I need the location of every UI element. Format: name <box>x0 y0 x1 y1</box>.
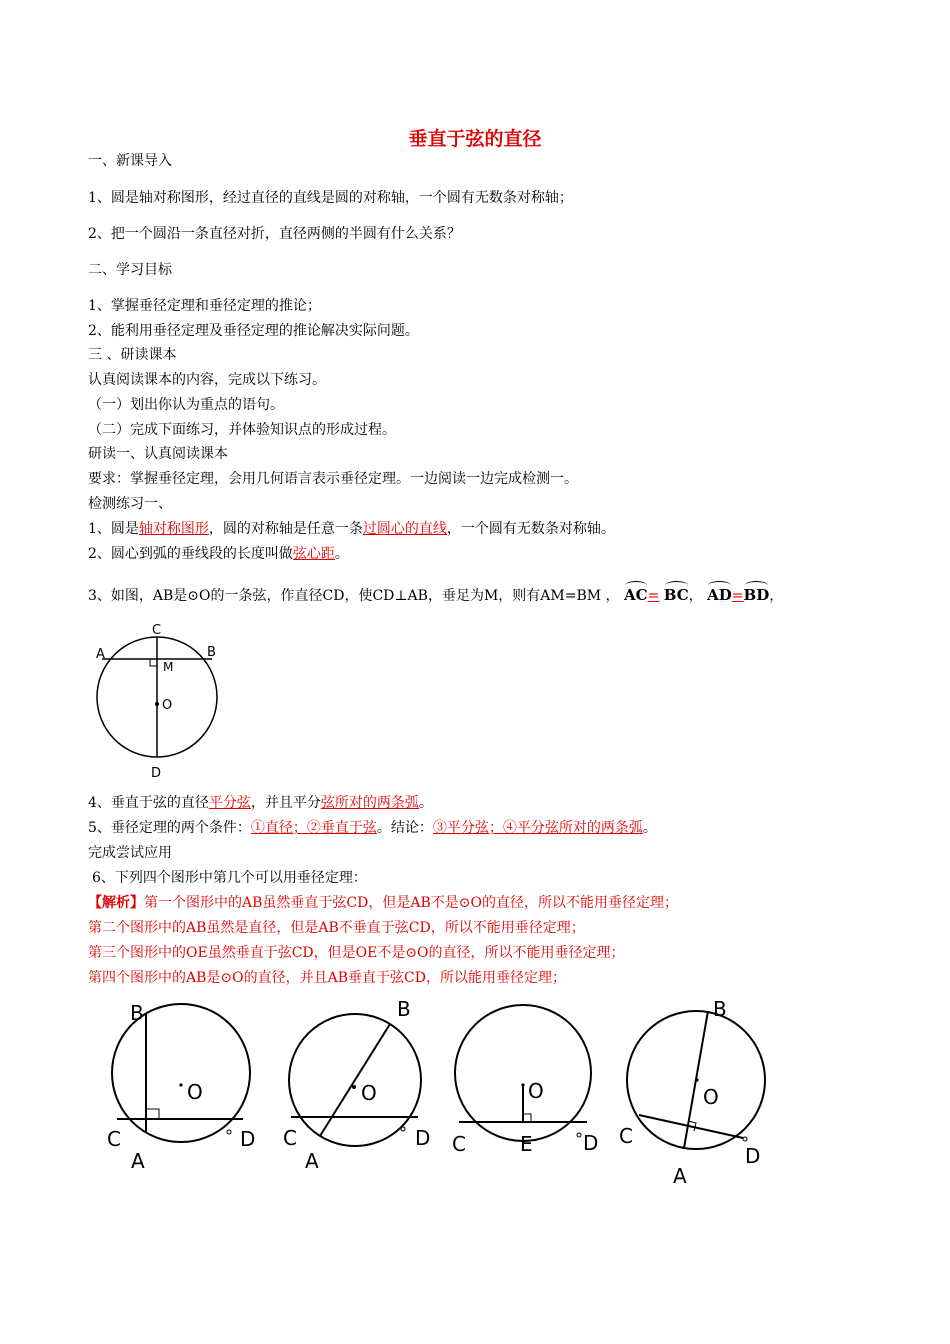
analysis-line-4: 第四个图形中的AB是⊙O的直径，并且AB垂直于弦CD，所以能用垂径定理； <box>88 970 566 986</box>
try-application-heading: 完成尝试应用 <box>88 845 172 861</box>
answer-blank: = <box>731 588 744 604</box>
label-o: O <box>528 1079 544 1103</box>
label-a: A <box>673 1164 687 1188</box>
analysis-line-2: 第二个图形中的AB虽然是直径，但是AB不垂直于弦CD，所以不能用垂径定理； <box>88 920 585 936</box>
arc-ac-label: AC <box>624 582 648 604</box>
reading-line-2: （一）划出你认为重点的语句。 <box>88 397 284 413</box>
text: 。结论： <box>376 820 433 836</box>
label-a: A <box>305 1149 319 1173</box>
text: 1、圆是 <box>88 521 139 537</box>
label-m: M <box>163 660 174 674</box>
arc-ad-label: AD <box>707 582 732 604</box>
answer-blank: 轴对称图形 <box>138 521 209 537</box>
text: ，并且平分 <box>250 795 321 811</box>
answer-blank: 弦所对的两条弧 <box>320 795 419 811</box>
reading-line-3: （二）完成下面练习，并体验知识点的形成过程。 <box>88 422 396 438</box>
label-o: O <box>703 1085 719 1109</box>
text: 5、垂径定理的两个条件： <box>88 820 251 836</box>
text: 。 <box>334 546 349 562</box>
figure-2 <box>283 997 430 1173</box>
text: 2、圆心到弧的垂线段的长度叫做 <box>88 546 293 562</box>
label-a: A <box>131 1149 145 1173</box>
arc-bd-label: BD <box>744 582 770 604</box>
figure-1 <box>107 1001 255 1173</box>
figure-4 <box>619 997 765 1188</box>
intro-item-1: 1、圆是轴对称图形，经过直径的直线是圆的对称轴，一个圆有无数条对称轴； <box>88 190 573 206</box>
label-b: B <box>207 645 216 660</box>
label-d: D <box>151 766 162 781</box>
label-d: D <box>415 1126 431 1150</box>
label-o: O <box>361 1081 377 1105</box>
reading-line-1: 认真阅读课本的内容，完成以下练习。 <box>88 372 326 388</box>
text: 。 <box>418 795 433 811</box>
label-b: B <box>713 997 727 1021</box>
label-c: C <box>152 623 162 638</box>
answer-blank: 过圆心的直线 <box>362 521 447 537</box>
arc-bc-label: BC <box>664 582 689 604</box>
exercise-4 <box>88 794 433 812</box>
section-heading-reading: 三 、研读课本 <box>88 347 177 363</box>
goal-item-1: 1、掌握垂径定理和垂径定理的推论； <box>88 298 321 314</box>
text: ， <box>769 588 784 604</box>
exercise-3 <box>88 582 783 605</box>
answer-blank: 弦心距 <box>292 546 335 562</box>
goal-item-2: 2、能利用垂径定理及垂径定理的推论解决实际问题。 <box>88 323 419 339</box>
figure-3 <box>452 1005 598 1156</box>
label-o: O <box>187 1080 203 1104</box>
text: 3、如图，AB是⊙O的一条弦，作直径CD，使CD⊥AB，垂足为M，则有AM=BM ， <box>88 588 620 604</box>
analysis-tag: 【解析】 <box>88 895 144 911</box>
text: ， <box>688 588 703 604</box>
label-c: C <box>452 1132 466 1156</box>
label-c: C <box>107 1127 121 1151</box>
analysis-line-1 <box>88 894 678 912</box>
text: 。 <box>642 820 657 836</box>
page-title: 垂直于弦的直径 <box>408 128 542 150</box>
exercise-1 <box>88 520 615 538</box>
exercise-2 <box>88 545 349 563</box>
answer-blank: 平分弦 <box>208 795 251 811</box>
label-d: D <box>745 1144 761 1168</box>
text: 4、垂直于弦的直径 <box>88 795 209 811</box>
label-b: B <box>397 997 411 1021</box>
text: ，圆的对称轴是任意一条 <box>208 521 363 537</box>
label-d: D <box>240 1127 256 1151</box>
four-figures-diagram <box>95 990 795 1190</box>
label-a: A <box>96 647 105 662</box>
reading-requirement: 要求：掌握垂径定理，会用几何语言表示垂径定理。一边阅读一边完成检测一。 <box>88 471 578 487</box>
label-b: B <box>130 1001 144 1025</box>
section-heading-goals: 二、学习目标 <box>88 262 172 278</box>
exercise-6: 6、下列四个图形中第几个可以用垂径定理： <box>92 870 367 886</box>
label-o: O <box>162 698 173 713</box>
figure-circle-diagram <box>88 615 228 785</box>
label-c: C <box>283 1126 297 1150</box>
intro-item-2: 2、把一个圆沿一条直径对折，直径两侧的半圆有什么关系？ <box>88 226 461 242</box>
answer-blank: ①直径；②垂直于弦 <box>250 820 377 836</box>
text: ，一个圆有无数条对称轴。 <box>446 521 615 537</box>
reading-line-4: 研读一、认真阅读课本 <box>88 446 228 462</box>
analysis-line-3: 第三个图形中的OE虽然垂直于弦CD，但是OE不是⊙O的直径，所以不能用垂径定理； <box>88 945 625 961</box>
text: 第一个图形中的AB虽然垂直于弦CD，但是AB不是⊙O的直径，所以不能用垂径定理； <box>144 895 678 911</box>
exercise-heading: 检测练习一、 <box>88 496 172 512</box>
section-heading-intro: 一、新课导入 <box>88 153 172 169</box>
answer-blank: = <box>647 588 660 604</box>
label-c: C <box>619 1124 633 1148</box>
label-e: E <box>520 1132 533 1156</box>
label-d: D <box>583 1131 599 1155</box>
exercise-5 <box>88 819 657 837</box>
answer-blank: ③平分弦；④平分弦所对的两条弧 <box>432 820 643 836</box>
